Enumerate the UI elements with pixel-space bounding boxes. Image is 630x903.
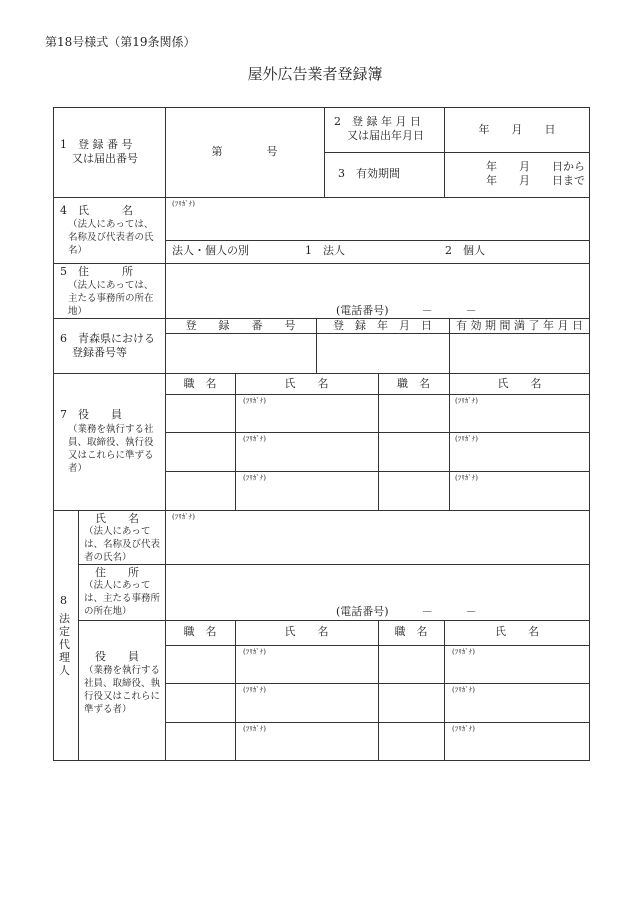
legal-rep-col-title-2: 職 名 (394, 625, 428, 638)
aomori-registration-label: 6 青森県における (60, 332, 155, 345)
legal-rep-officer-furigana: (ﾌﾘｶﾞﾅ) (243, 648, 266, 656)
registration-number-field[interactable]: 第 号 (211, 145, 278, 158)
entity-type-corporate[interactable]: 1 法人 (305, 244, 345, 257)
officers-col-title-1: 職 名 (183, 377, 217, 390)
validity-period-label: 3 有効期間 (338, 167, 400, 180)
officer-furigana: (ﾌﾘｶﾞﾅ) (455, 474, 478, 482)
aomori-registration-label-2: 登録番号等 (72, 346, 127, 359)
form-number: 第18号様式（第19条関係） (45, 35, 196, 49)
address-note: （法人にあっては、主たる事務所の所在地） (68, 280, 154, 317)
address-label: 5 住 所 (60, 265, 133, 278)
legal-rep-name-note: （法人にあっては、名称及び代表者の氏名） (84, 526, 161, 563)
entity-type-individual[interactable]: 2 個人 (445, 244, 485, 257)
legal-rep-col-name-1: 氏 名 (284, 625, 329, 638)
legal-rep-address-label: 住 所 (95, 566, 139, 579)
officers-col-title-2: 職 名 (397, 377, 430, 390)
name-label: 4 氏 名 (60, 204, 133, 217)
entity-type-label: 法人・個人の別 (172, 244, 249, 257)
legal-rep-officer-furigana: (ﾌﾘｶﾞﾅ) (243, 725, 266, 733)
legal-rep-number: 8 (60, 594, 67, 607)
legal-rep-address-note: （法人にあっては、主たる事務所の所在地） (84, 580, 161, 617)
officers-col-name-2: 氏 名 (497, 377, 542, 390)
legal-rep-officers-label: 役 員 (95, 650, 139, 663)
legal-rep-name-label: 氏 名 (95, 512, 139, 525)
officer-furigana: (ﾌﾘｶﾞﾅ) (243, 474, 266, 482)
registration-number-label-2: 又は届出番号 (72, 152, 138, 165)
validity-to-field[interactable]: 年 月 日まで (486, 174, 585, 187)
name-furigana: (ﾌﾘｶﾞﾅ) (172, 200, 195, 208)
name-note: （法人にあっては、名称及び代表者の氏名） (68, 219, 154, 256)
aomori-col-date: 登 録 年 月 日 (333, 319, 432, 332)
legal-rep-col-title-1: 職 名 (183, 625, 217, 638)
aomori-col-number: 登 録 番 号 (185, 319, 296, 332)
legal-rep-col-name-2: 氏 名 (495, 625, 539, 638)
officer-furigana: (ﾌﾘｶﾞﾅ) (243, 397, 266, 405)
officer-furigana: (ﾌﾘｶﾞﾅ) (243, 435, 266, 443)
officers-col-name-1: 氏 名 (284, 377, 329, 390)
officer-furigana: (ﾌﾘｶﾞﾅ) (455, 397, 478, 405)
legal-rep-officer-furigana: (ﾌﾘｶﾞﾅ) (452, 648, 475, 656)
legal-rep-officer-furigana: (ﾌﾘｶﾞﾅ) (452, 686, 475, 694)
registration-date-label: 2 登 録 年 月 日 (334, 115, 421, 128)
page-title: 屋外広告業者登録簿 (247, 65, 383, 83)
officer-furigana: (ﾌﾘｶﾞﾅ) (455, 435, 478, 443)
legal-rep-officer-furigana: (ﾌﾘｶﾞﾅ) (243, 686, 266, 694)
registration-number-label: 1 登 録 番 号 (60, 138, 133, 151)
officers-label: 7 役 員 (60, 408, 122, 421)
officers-note: （業務を執行する社員、取締役、執行役又はこれらに準ずる者） (68, 424, 154, 474)
legal-rep-furigana: (ﾌﾘｶﾞﾅ) (172, 513, 195, 521)
registration-date-label-2: 又は届出年月日 (347, 129, 424, 142)
legal-rep-phone: (電話番号) － － (336, 605, 477, 618)
legal-rep-officer-furigana: (ﾌﾘｶﾞﾅ) (452, 725, 475, 733)
legal-rep-vertical-label: 法定代理人 (59, 612, 70, 677)
address-phone: (電話番号) － － (336, 304, 477, 317)
validity-from-field[interactable]: 年 月 日から (486, 160, 585, 173)
registration-date-field[interactable]: 年 月 日 (478, 123, 556, 136)
legal-rep-officers-note: （業務を執行する社員、取締役、執行役又はこれらに準ずる者） (84, 665, 161, 715)
aomori-col-expiry: 有 効 期 間 満 了 年 月 日 (456, 319, 583, 332)
